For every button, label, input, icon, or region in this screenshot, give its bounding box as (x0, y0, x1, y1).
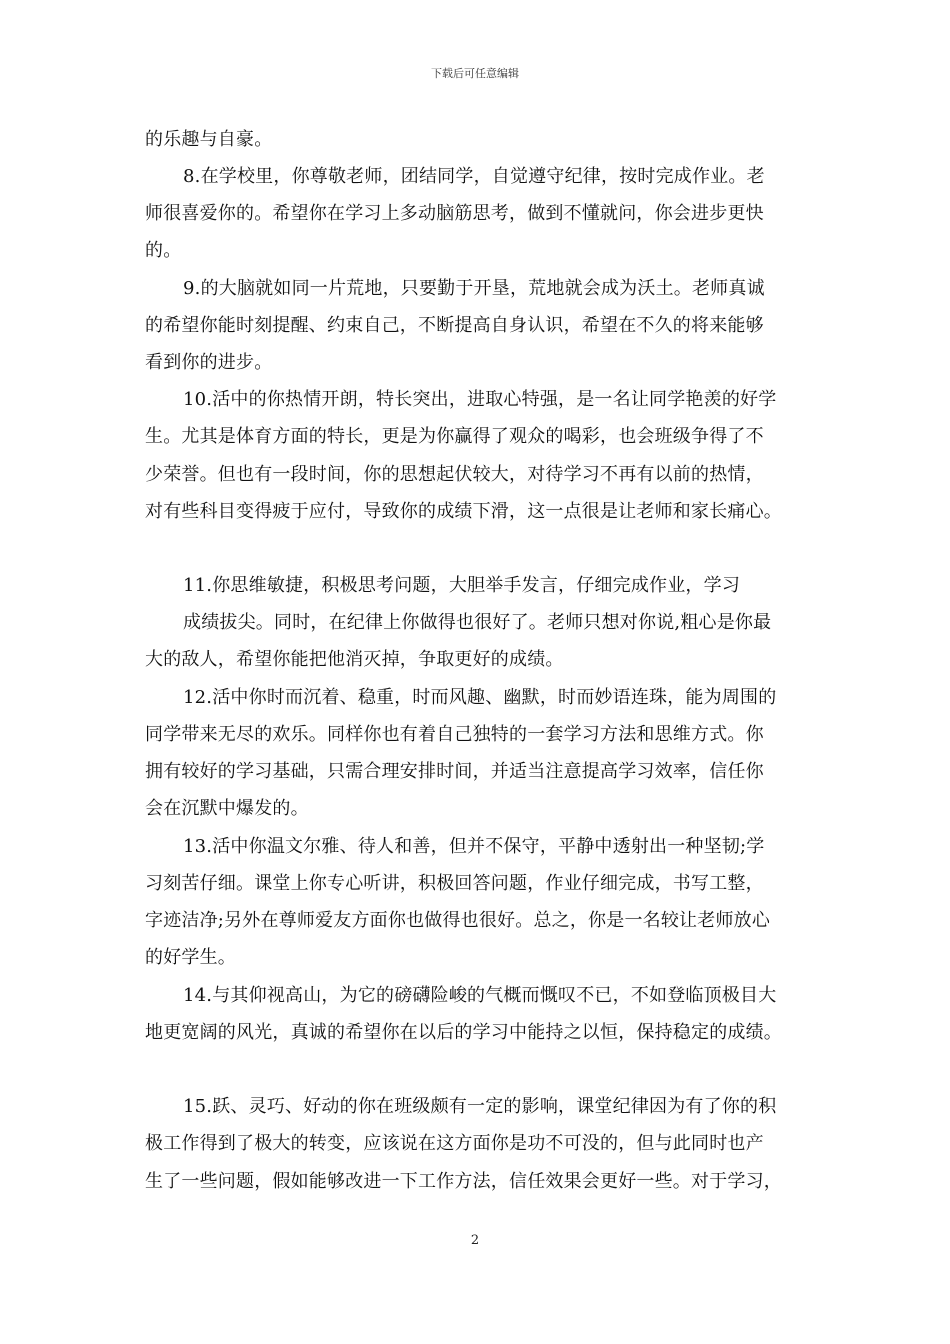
page-header: 下载后可任意编辑 (431, 67, 519, 80)
paragraph-10-line-2: 少荣誉。但也有一段时间，你的思想起伏较大，对待学习不再有以前的热情， (145, 464, 764, 485)
paragraph-12-line-2: 拥有较好的学习基础，只需合理安排时间，并适当注意提高学习效率，信任你 (145, 761, 764, 782)
paragraph-15-line-1: 极工作得到了极大的转变，应该说在这方面你是功不可没的，但与此同时也产 (145, 1133, 764, 1154)
paragraph-10-line-0: 10.活中的你热情开朗，特长突出，进取心特强，是一名让同学艳羡的好学 (183, 389, 777, 410)
paragraph-12-line-3: 会在沉默中爆发的。 (145, 798, 309, 819)
paragraph-13-line-0: 13.活中你温文尔雅、待人和善，但并不保守，平静中透射出一种坚韧;学 (183, 836, 765, 857)
paragraph-11-line-0: 11.你思维敏捷，积极思考问题，大胆举手发言，仔细完成作业，学习 (183, 575, 741, 596)
paragraph-12-line-0: 12.活中你时而沉着、稳重，时而风趣、幽默，时而妙语连珠，能为周围的 (183, 687, 777, 708)
paragraph-15-line-2: 生了一些问题，假如能够改进一下工作方法，信任效果会更好一些。对于学习， (145, 1171, 782, 1192)
paragraph-10-line-1: 生。尤其是体育方面的特长，更是为你赢得了观众的喝彩，也会班级争得了不 (145, 426, 764, 447)
paragraph-15-line-0: 15.跃、灵巧、好动的你在班级颇有一定的影响，课堂纪律因为有了你的积 (183, 1096, 777, 1117)
paragraph-12-line-1: 同学带来无尽的欢乐。同样你也有着自己独特的一套学习方法和思维方式。你 (145, 724, 764, 745)
paragraph-8-line-1: 师很喜爱你的。希望你在学习上多动脑筋思考，做到不懂就问，你会进步更快 (145, 203, 764, 224)
paragraph-9-line-1: 的希望你能时刻提醒、约束自己，不断提高自身认识，希望在不久的将来能够 (145, 315, 764, 336)
paragraph-8-line-0: 8.在学校里，你尊敬老师，团结同学，自觉遵守纪律，按时完成作业。老 (183, 166, 765, 187)
paragraph-9-line-0: 9.的大脑就如同一片荒地，只要勤于开垦，荒地就会成为沃土。老师真诚 (183, 278, 765, 299)
paragraph-0-line-0: 的乐趣与自豪。 (145, 129, 273, 150)
paragraph-14-line-1: 地更宽阔的风光，真诚的希望你在以后的学习中能持之以恒，保持稳定的成绩。 (145, 1022, 782, 1043)
page-number: 2 (470, 1233, 480, 1248)
paragraph-9-line-2: 看到你的进步。 (145, 352, 273, 373)
paragraph-13-line-1: 习刻苦仔细。课堂上你专心听讲，积极回答问题，作业仔细完成，书写工整， (145, 873, 764, 894)
paragraph-11-line-1: 成绩拔尖。同时，在纪律上你做得也很好了。老师只想对你说,粗心是你最 (183, 612, 772, 633)
paragraph-13-line-2: 字迹洁净;另外在尊师爱友方面你也做得也很好。总之，你是一名较让老师放心 (145, 910, 771, 931)
paragraph-13-line-3: 的好学生。 (145, 947, 236, 968)
paragraph-14-line-0: 14.与其仰视高山，为它的磅礴险峻的气概而慨叹不已，不如登临顶极目大 (183, 985, 777, 1006)
paragraph-11-line-2: 大的敌人，希望你能把他消灭掉，争取更好的成绩。 (145, 649, 564, 670)
paragraph-10-line-3: 对有些科目变得疲于应付，导致你的成绩下滑，这一点很是让老师和家长痛心。 (145, 501, 782, 522)
paragraph-8-line-2: 的。 (145, 240, 182, 261)
